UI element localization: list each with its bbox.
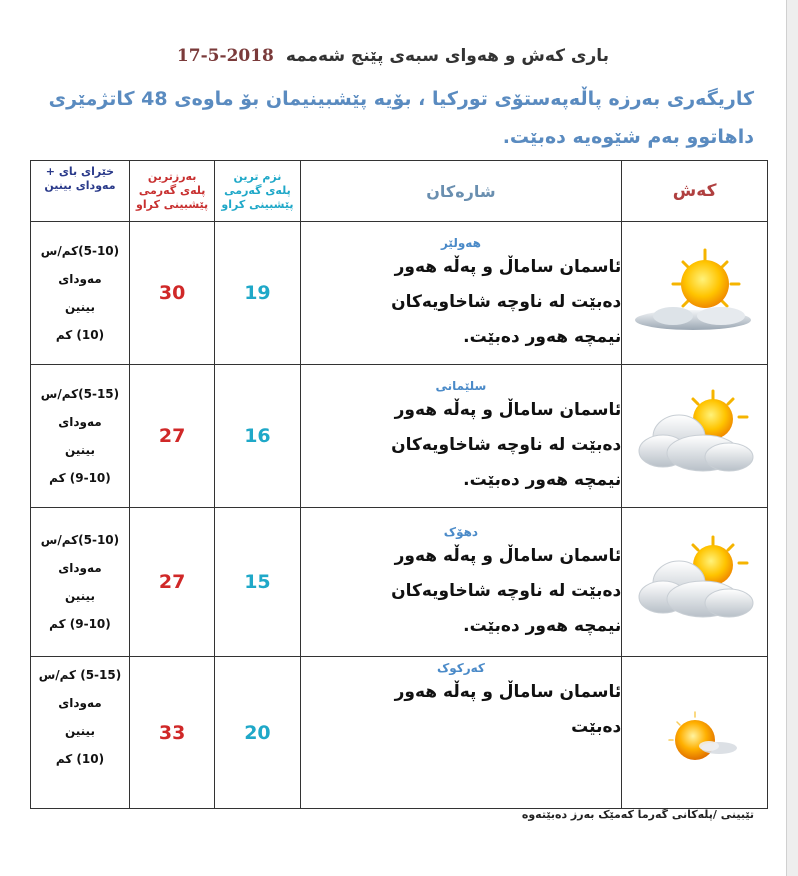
- table-row: [31, 365, 768, 508]
- max-temp: 27: [129, 365, 214, 508]
- wind-speed: (5-15) کم/س: [38, 668, 122, 682]
- visibility-label-1: مەودای: [58, 272, 102, 286]
- description-line-3: نیمچە هەور دەبێت.: [463, 615, 622, 636]
- table-row: [31, 657, 768, 809]
- description-line-2: دەبێت لە ناوچە شاخاویەکان: [391, 434, 622, 455]
- visibility-value: (10) کم: [55, 752, 105, 766]
- title-date: 2018-5-17: [176, 46, 274, 66]
- visibility-label-2: بینین: [64, 724, 95, 738]
- forecast-table: [30, 160, 768, 809]
- description-line-2: دەبێت لە ناوچە شاخاویەکان: [391, 291, 622, 312]
- description-line-2: دەبێت لە ناوچە شاخاویەکان: [391, 580, 622, 601]
- city-name: کەرکوک: [436, 661, 485, 675]
- visibility-label-1: مەودای: [58, 696, 102, 710]
- header-max-temp: [129, 161, 214, 222]
- description-line-2: دەبێت: [571, 717, 622, 737]
- wind-speed: (5-10)کم/س: [40, 244, 120, 258]
- header-weather: کەش: [622, 161, 768, 222]
- weather-cell: [622, 222, 768, 365]
- wind-visibility-cell: [31, 365, 130, 508]
- scrollbar[interactable]: [786, 0, 798, 876]
- wind-visibility-cell: [31, 508, 130, 657]
- city-description-cell: [300, 222, 622, 365]
- table-row: [31, 508, 768, 657]
- header-min-temp: [215, 161, 300, 222]
- min-temp: 16: [215, 365, 300, 508]
- city-name: هەولێر: [440, 235, 481, 250]
- min-temp: 19: [215, 222, 300, 365]
- cloud-sun-icon: [633, 535, 757, 625]
- visibility-label-2: بینین: [64, 589, 95, 603]
- wind-visibility-cell: [31, 222, 130, 365]
- visibility-label-1: مەودای: [58, 561, 102, 575]
- header-min-line-3: پێشبینی کراو: [221, 198, 294, 211]
- sun-haze-icon: [633, 686, 757, 776]
- min-temp: 20: [215, 657, 300, 809]
- page-title: [0, 46, 786, 66]
- weather-cell: [622, 508, 768, 657]
- header-max-line-1: بەرزترین: [147, 170, 197, 183]
- visibility-label-1: مەودای: [58, 415, 102, 429]
- visibility-value: (10) کم: [55, 328, 105, 342]
- visibility-label-2: بینین: [64, 300, 95, 314]
- sun-cloud-icon: [633, 246, 757, 336]
- city-description-cell: [300, 657, 622, 809]
- wind-speed: (5-15)کم/س: [40, 387, 120, 401]
- city-name: دهۆک: [443, 524, 479, 539]
- header-min-line-1: نزم ترین: [233, 170, 282, 183]
- max-temp: 33: [129, 657, 214, 809]
- description-line-1: ئاسمان ساماڵ و پەڵە هەور: [394, 256, 622, 277]
- visibility-value: (9-10) کم: [49, 471, 111, 485]
- footnote: تێبینی /پلەکانی گەرما کەمێک بەرز دەبێتەوە: [521, 808, 754, 821]
- header-cities: شارەکان: [300, 161, 622, 222]
- cloud-sun-icon: [633, 389, 757, 479]
- header-wind-line-2: مەودای بینین: [44, 179, 116, 192]
- max-temp: 30: [129, 222, 214, 365]
- visibility-label-2: بینین: [64, 443, 95, 457]
- description-line-1: ئاسمان ساماڵ و پەڵە هەور: [394, 545, 622, 566]
- city-description-cell: [300, 508, 622, 657]
- description-line-3: نیمچە هەور دەبێت.: [463, 326, 622, 347]
- description-line-3: نیمچە هەور دەبێت.: [463, 469, 622, 490]
- header-wind-line-1: خێرای بای +: [45, 165, 115, 178]
- visibility-value: (9-10) کم: [49, 617, 111, 631]
- table-row: [31, 222, 768, 365]
- max-temp: 27: [129, 508, 214, 657]
- header-max-line-3: پێشبینی کراو: [136, 198, 209, 211]
- header-wind: [31, 161, 130, 222]
- table-header-row: [31, 161, 768, 222]
- description-line-1: ئاسمان ساماڵ و پەڵە هەور: [394, 682, 622, 702]
- min-temp: 15: [215, 508, 300, 657]
- city-name: سلێمانی: [435, 378, 487, 393]
- intro-paragraph: کاریگەری بەرزە پاڵەپەستۆی تورکیا ، بۆیە پێشبینیمان بۆ ماوەی 48 کاتژمێری داهاتوو بەم شێوەیە دەبێت.: [48, 88, 754, 148]
- title-text: باری کەش و هەوای سبەی پێنج شەممە: [285, 46, 610, 66]
- header-min-line-2: پلەی گەرمی: [224, 184, 291, 197]
- weather-cell: [622, 657, 768, 809]
- description-line-1: ئاسمان ساماڵ و پەڵە هەور: [394, 399, 622, 420]
- wind-speed: (5-10)کم/س: [40, 533, 120, 547]
- wind-visibility-cell: [31, 657, 130, 809]
- weather-cell: [622, 365, 768, 508]
- city-description-cell: [300, 365, 622, 508]
- header-max-line-2: پلەی گەرمی: [138, 184, 206, 197]
